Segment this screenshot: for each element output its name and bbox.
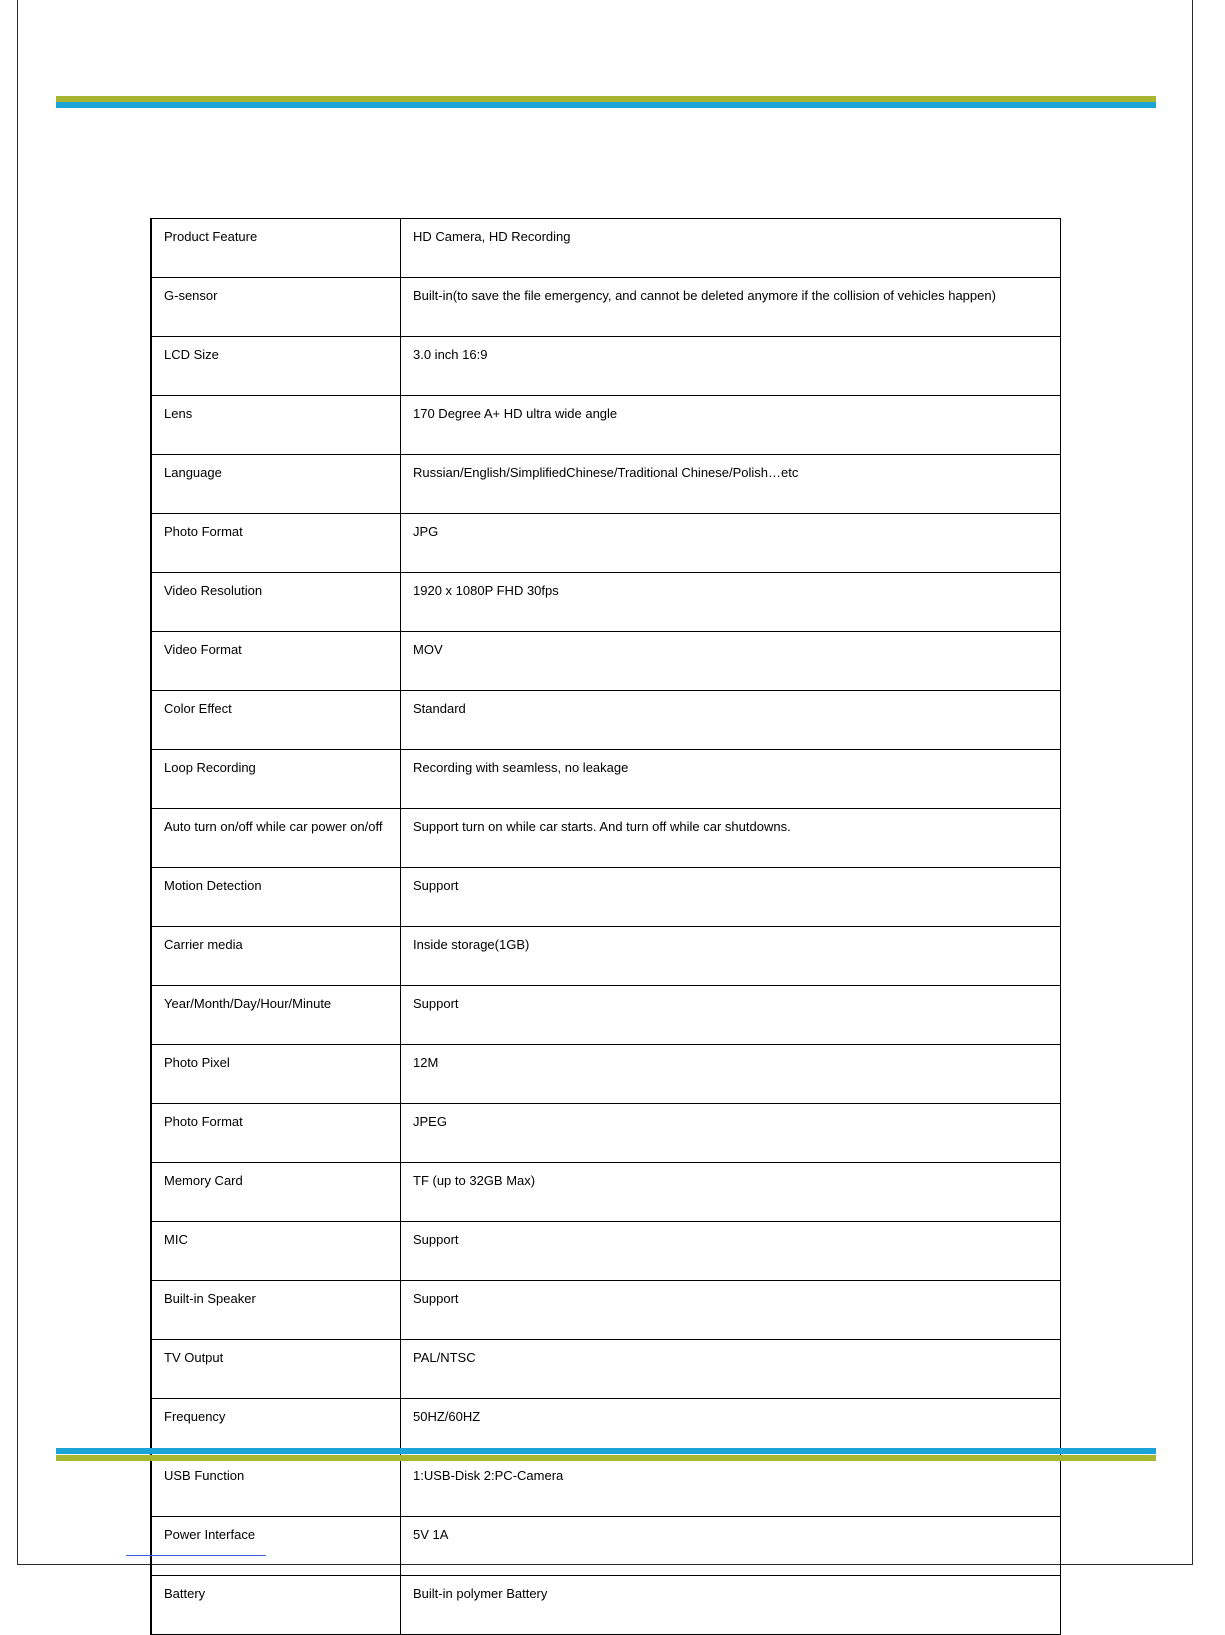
spec-feature-cell: Frequency (151, 1399, 401, 1458)
spec-feature-cell: Auto turn on/off while car power on/off (151, 809, 401, 868)
spec-value-cell: 5V 1A (401, 1517, 1061, 1576)
spec-feature-cell: Year/Month/Day/Hour/Minute (151, 986, 401, 1045)
spec-value-cell: 3.0 inch 16:9 (401, 337, 1061, 396)
table-row (151, 1517, 1061, 1576)
spec-value-cell: Support (401, 986, 1061, 1045)
spec-value-cell: Support turn on while car starts. And turn off while car shutdowns. (401, 809, 1061, 868)
footer-band-blue (56, 1448, 1156, 1454)
spec-feature-cell: Motion Detection (151, 868, 401, 927)
footer-link-underline[interactable] (126, 1555, 266, 1556)
spec-feature-cell: Video Resolution (151, 573, 401, 632)
spec-feature-cell: Memory Card (151, 1163, 401, 1222)
spec-feature-cell: LCD Size (151, 337, 401, 396)
table-row (151, 337, 1061, 396)
spec-table (150, 218, 1061, 1635)
spec-value-cell: 50HZ/60HZ (401, 1399, 1061, 1458)
spec-value-cell: Inside storage(1GB) (401, 927, 1061, 986)
header-band-blue (56, 102, 1156, 108)
spec-feature-cell: Photo Format (151, 514, 401, 573)
table-row (151, 750, 1061, 809)
table-row (151, 1340, 1061, 1399)
spec-value-cell: Standard (401, 691, 1061, 750)
table-row (151, 1045, 1061, 1104)
spec-value-cell: PAL/NTSC (401, 1340, 1061, 1399)
spec-value-cell: 1:USB-Disk 2:PC-Camera (401, 1458, 1061, 1517)
spec-value-cell: Support (401, 868, 1061, 927)
spec-feature-cell: G-sensor (151, 278, 401, 337)
table-row (151, 691, 1061, 750)
table-row (151, 1281, 1061, 1340)
spec-value-cell: 12M (401, 1045, 1061, 1104)
spec-value-cell: HD Camera, HD Recording (401, 219, 1061, 278)
spec-value-cell: Recording with seamless, no leakage (401, 750, 1061, 809)
table-row (151, 809, 1061, 868)
table-row (151, 1163, 1061, 1222)
spec-value-cell: Built-in(to save the file emergency, and cannot be deleted anymore if the collision of vehicles happen) (401, 278, 1061, 337)
spec-feature-cell: Loop Recording (151, 750, 401, 809)
spec-feature-cell: USB Function (151, 1458, 401, 1517)
table-row (151, 632, 1061, 691)
table-row (151, 396, 1061, 455)
spec-feature-cell: TV Output (151, 1340, 401, 1399)
spec-feature-cell: Lens (151, 396, 401, 455)
spec-value-cell: JPG (401, 514, 1061, 573)
spec-feature-cell: Photo Pixel (151, 1045, 401, 1104)
spec-feature-cell: Carrier media (151, 927, 401, 986)
table-row (151, 278, 1061, 337)
table-row (151, 1222, 1061, 1281)
spec-feature-cell: Color Effect (151, 691, 401, 750)
table-row (151, 455, 1061, 514)
table-row (151, 986, 1061, 1045)
spec-value-cell: Russian/English/SimplifiedChinese/Traditional Chinese/Polish…etc (401, 455, 1061, 514)
table-row (151, 1576, 1061, 1635)
spec-value-cell: Built-in polymer Battery (401, 1576, 1061, 1635)
spec-value-cell: Support (401, 1281, 1061, 1340)
table-row (151, 514, 1061, 573)
spec-feature-cell: Video Format (151, 632, 401, 691)
table-row (151, 219, 1061, 278)
spec-feature-cell: Product Feature (151, 219, 401, 278)
spec-value-cell: Support (401, 1222, 1061, 1281)
table-row (151, 927, 1061, 986)
spec-value-cell: TF (up to 32GB Max) (401, 1163, 1061, 1222)
table-row (151, 1104, 1061, 1163)
spec-value-cell: 170 Degree A+ HD ultra wide angle (401, 396, 1061, 455)
spec-feature-cell: Power Interface (151, 1517, 401, 1576)
table-row (151, 1458, 1061, 1517)
spec-value-cell: 1920 x 1080P FHD 30fps (401, 573, 1061, 632)
spec-feature-cell: Language (151, 455, 401, 514)
spec-value-cell: MOV (401, 632, 1061, 691)
table-row (151, 573, 1061, 632)
spec-feature-cell: Built-in Speaker (151, 1281, 401, 1340)
spec-table-body (151, 219, 1061, 1635)
spec-feature-cell: Battery (151, 1576, 401, 1635)
spec-value-cell: JPEG (401, 1104, 1061, 1163)
spec-feature-cell: MIC (151, 1222, 401, 1281)
spec-feature-cell: Photo Format (151, 1104, 401, 1163)
table-row (151, 868, 1061, 927)
footer-band-green (56, 1455, 1156, 1461)
